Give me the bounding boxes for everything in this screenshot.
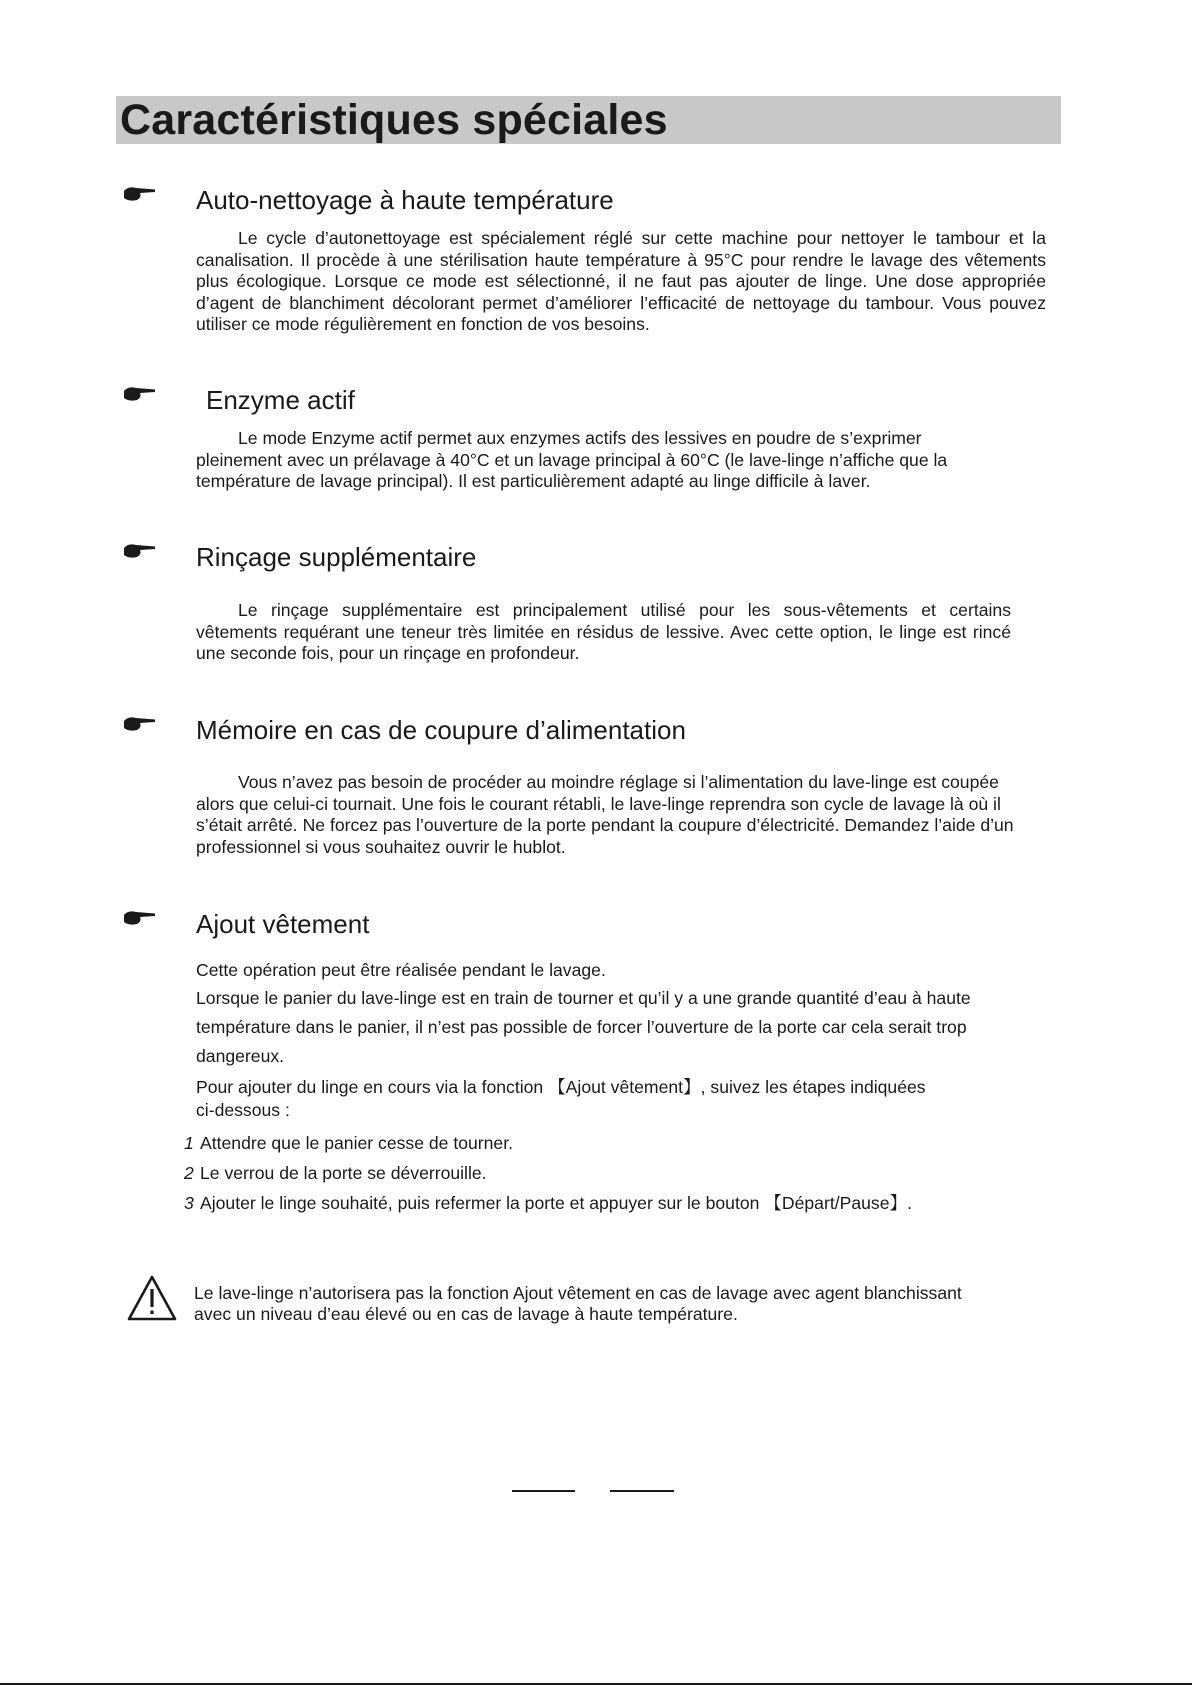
section-heading-rincage: Rinçage supplémentaire [196,542,477,572]
footer-line-right [610,1490,674,1492]
ajout-line-2: Lorsque le panier du lave-linge est en train de tourner et qu’il y a une grande quantité d’eau à haute [196,988,971,1008]
step-item [184,1162,487,1184]
ajout-line-3: température dans le panier, il n’est pas possible de forcer l’ouverture de la porte car cela serait trop [196,1017,967,1037]
step-number: 3 [184,1193,194,1213]
pointing-hand-icon [122,910,156,926]
step-item [184,1132,513,1154]
page-title: Caractéristiques spéciales [120,96,668,144]
section-body-memoire: Vous n’avez pas besoin de procéder au moindre réglage si l’alimentation du lave-linge est coupée alors que celui-ci tournait. Une fois le courant rétabli, le lave-linge reprendra son cycle de lavage là où il s’était arrêté. Ne forcez pas l’ouverture de la porte pendant la coupure d’électricité. Demandez l’aide d’un professionnel si vous souhaitez ouvrir le hublot. [196,772,1014,857]
section-heading-enzyme-actif: Enzyme actif [206,385,355,415]
ajout-line-5: Pour ajouter du linge en cours via la fonction 【Ajout vêtement】, suivez les étapes indiquées [196,1077,926,1097]
pointing-hand-icon [122,543,156,559]
warning-triangle-icon [126,1274,178,1322]
section-body-rincage: Le rinçage supplémentaire est principalement utilisé pour les sous-vêtements et certains vêtements requérant une teneur très limitée en résidus de lessive. Avec cette option, le linge est rincé une seconde fois, pour un rinçage en profondeur. [196,600,1011,663]
step-text: Attendre que le panier cesse de tourner. [200,1133,513,1153]
step-text: Le verrou de la porte se déverrouille. [200,1163,487,1183]
warning-text-line-2: avec un niveau d’eau élevé ou en cas de lavage à haute température. [194,1304,738,1324]
ajout-line-1: Cette opération peut être réalisée pendant le lavage. [196,960,606,980]
warning-text-line-1: Le lave-linge n’autorisera pas la fonction Ajout vêtement en cas de lavage avec agent blanchissant [194,1283,962,1303]
pointing-hand-icon [122,716,156,732]
footer-line-left [512,1490,575,1492]
section-body-auto-nettoyage: Le cycle d’autonettoyage est spécialement réglé sur cette machine pour nettoyer le tambour et la canalisation. Il procède à une stérilisation haute température à 95°C pour rendre le lavage des vêtements plus écologique. Lorsque ce mode est sélectionné, il ne faut pas ajouter de linge. Une dose appropriée d’agent de blanchiment décolorant permet d’améliorer l’efficacité de nettoyage du tambour. Vous pouvez utiliser ce mode régulièrement en fonction de vos besoins. [196,228,1046,334]
ajout-line-4: dangereux. [196,1046,285,1066]
page-title-banner [116,96,1061,144]
section-heading-auto-nettoyage: Auto-nettoyage à haute température [196,185,614,215]
ajout-line-6: ci-dessous : [196,1100,290,1120]
pointing-hand-icon [122,186,156,202]
section-body-enzyme-actif: Le mode Enzyme actif permet aux enzymes actifs des lessives en poudre de s’exprimer pleinement avec un prélavage à 40°C et un lavage principal à 60°C (le lave-linge n’affiche que la température de lavage principal). Il est particulièrement adapté au linge difficile à laver. [196,428,948,491]
step-item [184,1192,912,1214]
pointing-hand-icon [122,386,156,402]
section-heading-ajout-vetement: Ajout vêtement [196,909,370,939]
step-number: 2 [184,1163,194,1183]
section-heading-memoire: Mémoire en cas de coupure d’alimentation [196,715,686,745]
step-number: 1 [184,1133,194,1153]
step-text: Ajouter le linge souhaité, puis refermer la porte et appuyer sur le bouton 【Départ/Pause】. [200,1193,912,1213]
